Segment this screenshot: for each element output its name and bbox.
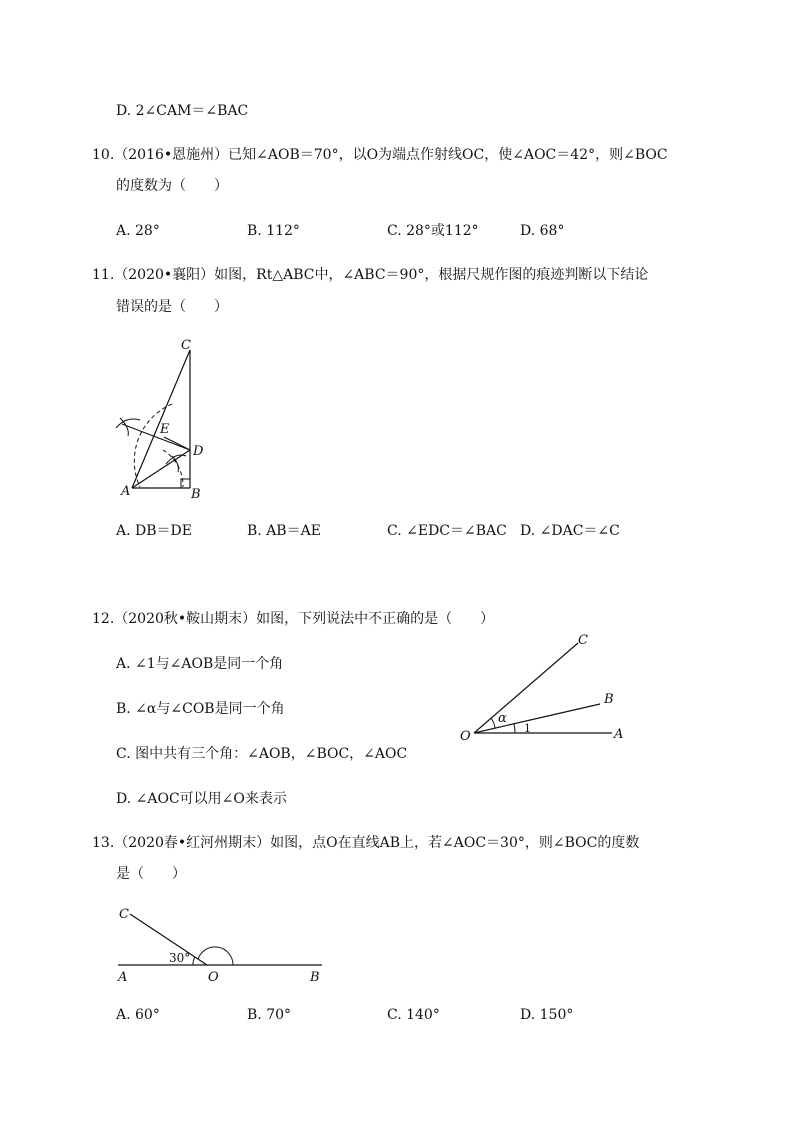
q13-stem-line1: 13.（2020春•红河州期末）如图，点O在直线AB上，若∠AOC＝30°，则∠BOC的度数 — [92, 835, 640, 851]
q13-option-c: C. 140° — [387, 1007, 440, 1023]
q12-option-c: C. 图中共有三个角：∠AOB，∠BOC，∠AOC — [116, 746, 408, 762]
q13-stem-line2: 是（ ） — [116, 866, 186, 882]
q12-stem: 12.（2020秋•鞍山期末）如图，下列说法中不正确的是（ ） — [92, 611, 495, 627]
q13-label-o: O — [208, 970, 219, 985]
q11-option-b: B. AB＝AE — [247, 523, 321, 539]
q11-label-c: C — [181, 338, 191, 353]
q12-option-d: D. ∠AOC可以用∠O来表示 — [116, 791, 287, 807]
q11-option-c: C. ∠EDC＝∠BAC — [387, 523, 507, 539]
q12-option-a: A. ∠1与∠AOB是同一个角 — [116, 656, 284, 672]
q11-option-a: A. DB＝DE — [116, 523, 192, 539]
q11-label-b: B — [191, 487, 201, 502]
q11-option-d: D. ∠DAC＝∠C — [520, 523, 620, 539]
q10-option-b: B. 112° — [247, 223, 300, 239]
q10-option-d: D. 68° — [520, 223, 565, 239]
q13-label-b: B — [310, 970, 320, 985]
q13-arc-aoc — [193, 957, 195, 965]
q13-option-d: D. 150° — [520, 1007, 574, 1023]
q12-label-o: O — [460, 729, 471, 744]
q12-label-c: C — [578, 633, 588, 648]
q11-label-e: E — [160, 422, 170, 437]
q13-label-angle: 30° — [169, 951, 191, 965]
q10-option-a: A. 28° — [116, 223, 160, 239]
q10-option-c: C. 28°或112° — [387, 223, 479, 239]
q13-option-b: B. 70° — [247, 1007, 292, 1023]
q11-label-a: A — [121, 484, 131, 499]
q10-stem-line1: 10.（2016•恩施州）已知∠AOB＝70°，以O为端点作射线OC，使∠AOC＝42°，则∠BOC — [92, 147, 668, 163]
q11-label-d: D — [193, 444, 204, 459]
q13-label-a: A — [118, 970, 128, 985]
q11-stem-line1: 11.（2020•襄阳）如图，Rt△ABC中，∠ABC＝90°，根据尺规作图的痕迹判断以下结论 — [92, 267, 649, 283]
q11-stem-line2: 错误的是（ ） — [116, 299, 228, 315]
q13-option-a: A. 60° — [116, 1007, 160, 1023]
q10-stem-line2: 的度数为（ ） — [116, 178, 228, 194]
q12-option-b: B. ∠α与∠COB是同一个角 — [116, 701, 285, 717]
q13-label-c: C — [119, 907, 129, 922]
q12-label-alpha: α — [498, 711, 507, 726]
q9-option-d: D. 2∠CAM＝∠BAC — [116, 103, 249, 119]
q12-label-a: A — [614, 727, 624, 742]
q12-label-1: 1 — [524, 722, 531, 735]
q12-label-b: B — [604, 692, 614, 707]
